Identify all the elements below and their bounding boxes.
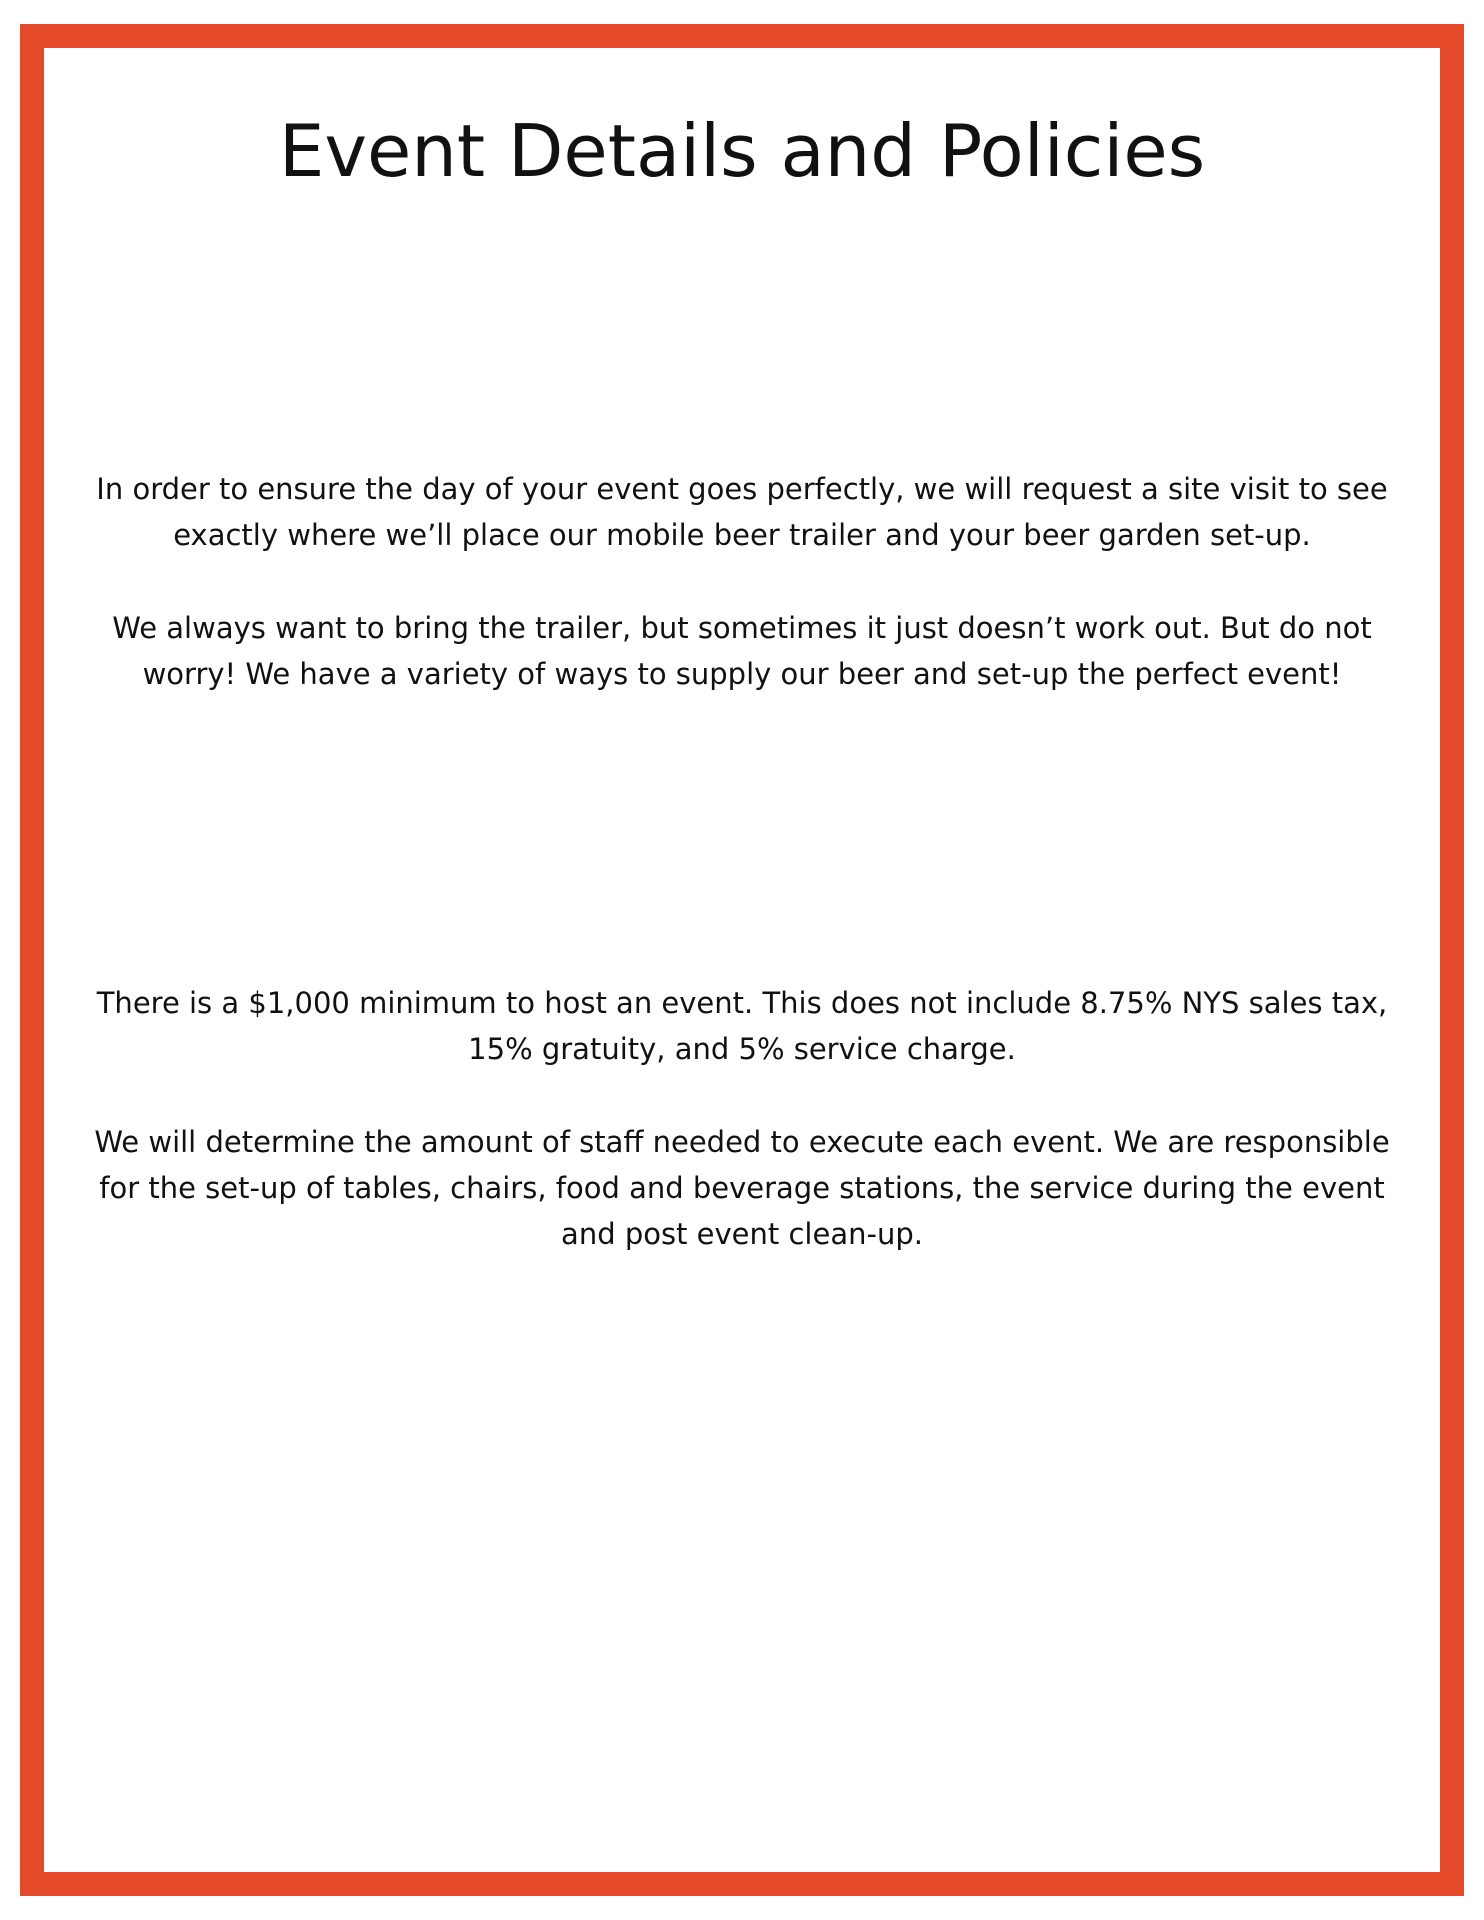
page-title: Event Details and Policies: [278, 109, 1206, 193]
trailer-paragraph: We always want to bring the trailer, but sometimes it just doesn’t work out. But do not worry! We have a variety of ways to supply our beer and set-up the perfect event!: [112, 611, 1372, 691]
minimum-pricing-paragraph: There is a $1,000 minimum to host an event. This does not include 8.75% NYS sales tax, 15% gratuity, and 5% service charge.: [96, 986, 1388, 1066]
page-border-frame: [20, 24, 1464, 1896]
site-visit-paragraph: In order to ensure the day of your event goes perfectly, we will request a site visit to see exactly where we’ll place our mobile beer trailer and your beer garden set-up.: [96, 472, 1388, 552]
staffing-paragraph: We will determine the amount of staff needed to execute each event. We are responsible for the set-up of tables, chairs, food and beverage stations, the service during the event and post event clean-up.: [94, 1125, 1390, 1251]
